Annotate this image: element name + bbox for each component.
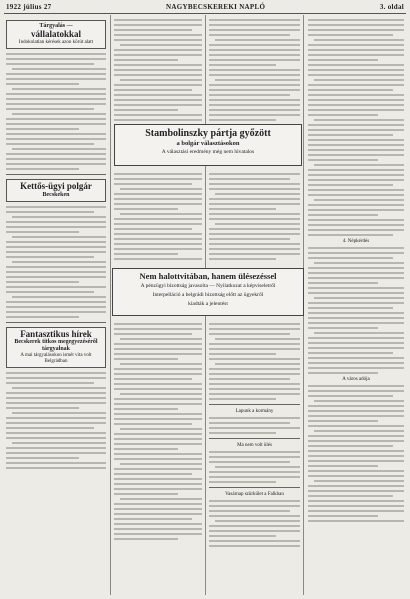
headline-subtitle: Becskerek titkos megegyezéséről tárgyalnak xyxy=(14,339,98,353)
column-3-mid xyxy=(207,170,302,260)
masthead-rule xyxy=(4,13,406,14)
headline-deck: Indokolatlan kérések azon körút alatt xyxy=(18,39,94,45)
column-1 xyxy=(4,16,108,595)
column-divider xyxy=(110,15,111,595)
headline-title: vállalatokkal xyxy=(30,28,81,39)
article-headline-box xyxy=(6,20,106,49)
section-note: A város adója xyxy=(342,377,370,382)
column-3-bottom xyxy=(207,320,302,595)
column-2-mid xyxy=(112,170,204,260)
column-4 xyxy=(306,16,406,595)
masthead xyxy=(6,2,404,12)
feature-title: Stambolinszky pártja győzött xyxy=(145,128,271,139)
column-2-bottom xyxy=(112,320,204,595)
feature-subtitle: a bolgár választásokon xyxy=(176,140,240,147)
headline-title: Fantasztikus hírek xyxy=(20,328,92,339)
feature-title: Nem halottvitában, hanem ülésezéssel xyxy=(139,271,277,281)
feature-headline-box xyxy=(112,268,304,316)
section-note: Vasárnap szürkület a Falkban xyxy=(225,492,284,497)
feature-deck-line: A pénzügyi bizottság javasolta — Nyilatkozat a képviseletről xyxy=(140,283,276,290)
section-note: Ma nem volt ülés xyxy=(237,443,272,448)
column-3-top xyxy=(207,16,302,124)
feature-headline-box xyxy=(114,124,302,166)
feature-deck: A választási eredmény még nem hivatalos xyxy=(161,149,255,156)
masthead-title: NAGYBECSKEREKI NAPLÓ xyxy=(166,3,266,11)
headline-kicker: Tárgyalás — xyxy=(39,23,73,29)
masthead-date: 1922 július 27 xyxy=(6,3,52,11)
column-2-top xyxy=(112,16,204,124)
feature-deck-line: kiadták a jelentést xyxy=(188,300,228,307)
article-headline-box xyxy=(6,327,106,369)
masthead-page: 3. oldal xyxy=(379,3,404,11)
article-headline-box xyxy=(6,179,106,202)
feature-deck-line: Interpelláció a belgrádi bizottság előtt az ügyekről xyxy=(152,291,264,298)
headline-title: Kettős-ügyi polgár xyxy=(20,180,92,191)
headline-deck: A mai tárgyalásokon ismét vita volt Belgrádban xyxy=(20,353,92,365)
section-note: 4. Népkérdés xyxy=(342,239,370,244)
headline-subtitle: Becskeken xyxy=(42,191,70,198)
section-note: Lapunk a kormány xyxy=(235,409,274,414)
